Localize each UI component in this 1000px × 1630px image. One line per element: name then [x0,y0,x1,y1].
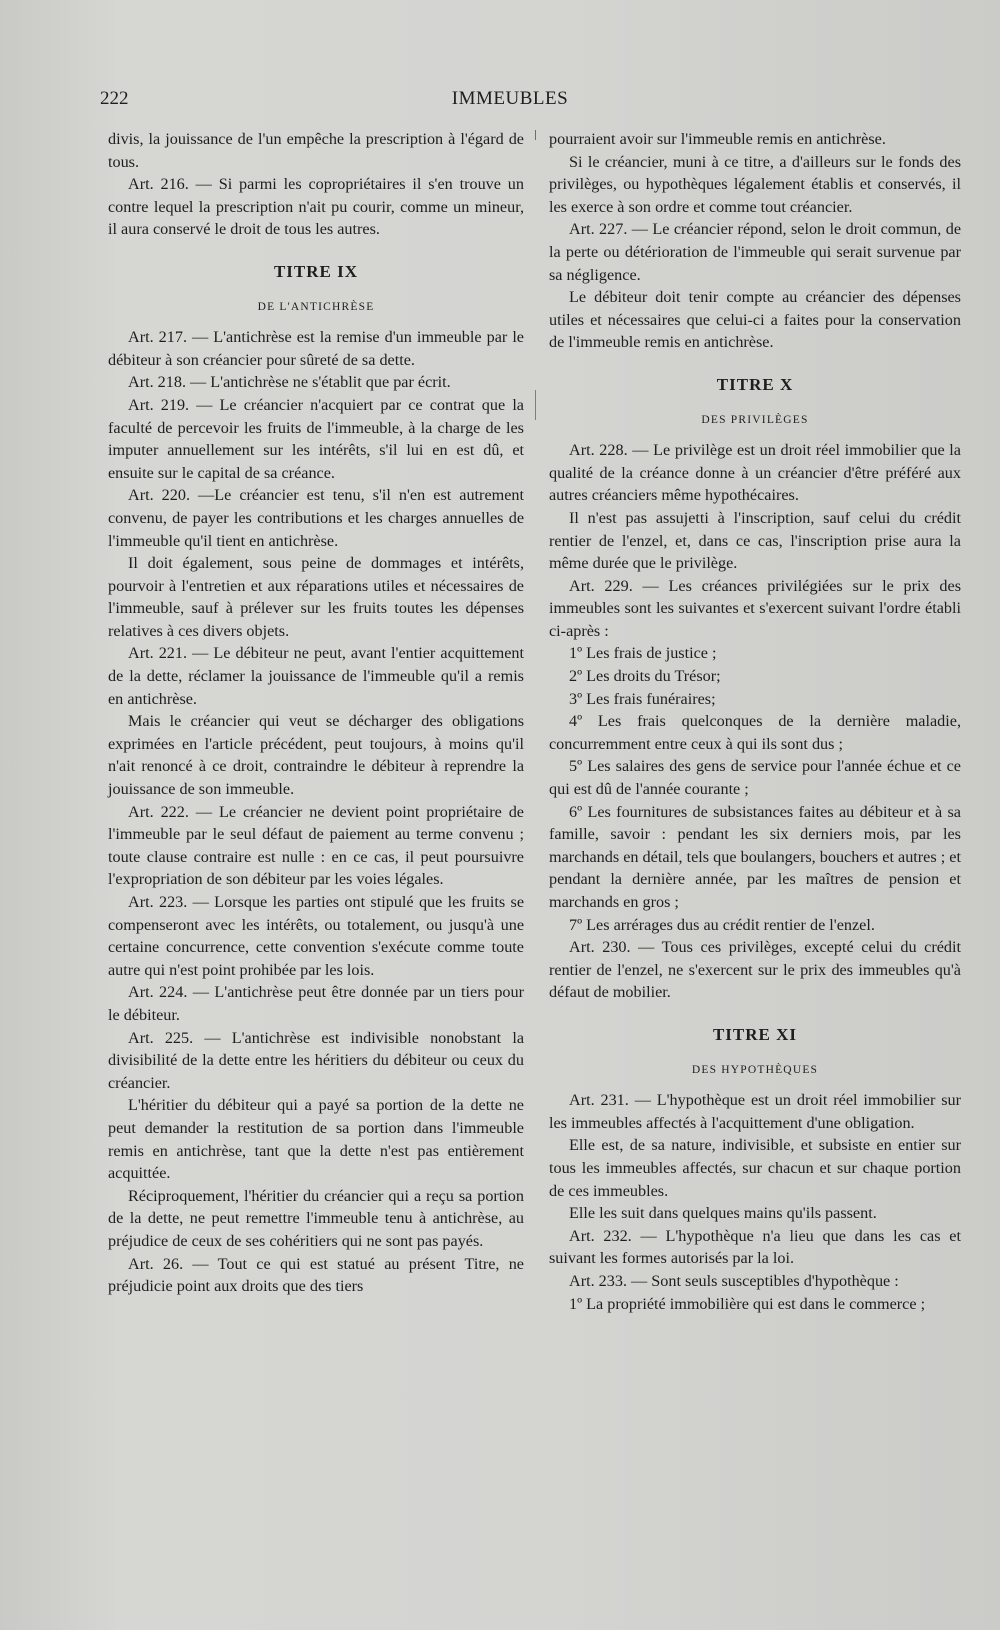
paragraph: Si le créancier, muni à ce titre, a d'ailleurs sur le fonds des privilèges, ou hypothèques légalement établis et conservés, il les exerce à son ordre et comme tout créancier. [549,152,961,216]
paragraph: Mais le créancier qui veut se décharger des obligations exprimées en l'article précédent, peut toujours, à moins qu'il n'ait renoncé à ce droit, contraindre le débiteur à reprendre la jouissance de son immeuble. [108,712,524,799]
paragraph: 1º La propriété immobilière qui est dans le commerce ; [569,1294,926,1313]
paragraph: Art. 217. — L'antichrèse est la remise d'un immeuble par le débiteur à son créancier pour sûreté de sa dette. [108,328,524,369]
paragraph: Art. 221. — Le débiteur ne peut, avant l'entier acquittement de la dette, réclamer la jouissance de l'immeuble qu'il a remis en antichrèse. [108,644,524,708]
paragraph: Art. 225. — L'antichrèse est indivisible nonobstant la divisibilité de la dette entre les héritiers du débiteur ou ceux du créancier. [108,1028,524,1092]
paragraph: Il n'est pas assujetti à l'inscription, sauf celui du crédit rentier de l'enzel, et, dans ce cas, l'inscription prise aura la même durée que le privilège. [549,508,961,573]
paragraph: Réciproquement, l'héritier du créancier qui a reçu sa portion de la dette, ne peut remettre l'immeuble tenu à antichrèse, au préjudice de ceux de ses cohéritiers qui ne sont pas payés. [108,1186,524,1250]
list-item: 3º Les frais funéraires; [569,689,716,708]
paragraph: Art. 216. — Si parmi les copropriétaires il s'en trouve un contre lequel la prescription n'ait pu courir, comme un mineur, il aura conservé le droit de tous les autres. [108,175,524,239]
paragraph: Art. 231. — L'hypothèque est un droit réel immobilier sur les immeubles affectés à l'acquittement d'une obligation. [549,1091,961,1132]
list-item: 7º Les arrérages dus au crédit rentier de l'enzel. [569,915,875,934]
page-number: 222 [100,88,129,109]
paragraph: Il doit également, sous peine de dommages et intérêts, pourvoir à l'entretien et aux réparations utiles et nécessaires de l'immeuble, sauf à prélever sur les fruits toutes les dépenses relatives à ces divers objets. [108,554,524,640]
list-item: 6º Les fournitures de subsistances faites au débiteur et à sa famille, savoir : pendant les six derniers mois, par les marchands en détail, tels que boulangers, bouchers et autres ; et pendant la dernière année, par les maîtres de pension et marchands en gros ; [549,802,961,911]
paragraph: Art. 223. — Lorsque les parties ont stipulé que les fruits se compenseront avec les intérêts, ou totalement, ou jusqu'à une certaine concurrence, cette convention s'exécute comme toute autre qui n'est point prohibée par les lois. [108,893,524,979]
paragraph: L'héritier du débiteur qui a payé sa portion de la dette ne peut demander la restitution de sa portion dans l'immeuble remis en antichrèse, tant que la dette n'est pas entièrement acquittée. [108,1096,524,1183]
paragraph: Art. 227. — Le créancier répond, selon le droit commun, de la perte ou détérioration de l'immeuble qui serait survenue par sa négligence. [549,220,961,284]
list-item: 1º Les frais de justice ; [569,644,717,663]
paragraph: Art. 220. —Le créancier est tenu, s'il n'en est autrement convenu, de payer les contributions et les charges annuelles de l'immeuble qu'il tient en antichrèse. [108,486,524,550]
section-subtitle: DES PRIVILÈGES [701,413,809,426]
list-item: 4º Les frais quelconques de la dernière maladie, concurremment entre ceux à qui ils sont dus ; [549,712,961,753]
paragraph: Art. 218. — L'antichrèse ne s'établit que par écrit. [128,373,451,392]
paragraph: divis, la jouissance de l'un empêche la prescription à l'égard de tous. [108,130,524,171]
paragraph: Art. 26. — Tout ce qui est statué au présent Titre, ne préjudicie point aux droits que des tiers [108,1254,524,1296]
page-header [100,88,920,118]
running-title: IMMEUBLES [451,88,569,109]
list-item: 2º Les droits du Trésor; [569,667,721,686]
paragraph: Art. 229. — Les créances privilégiées sur le prix des immeubles sont les suivantes et s'exercent suivant l'ordre établi ci-après : [549,576,961,640]
section-title: TITRE X [716,374,794,394]
column-divider [535,130,536,1550]
paragraph: pourraient avoir sur l'immeuble remis en antichrèse. [549,130,886,148]
right-column [549,128,961,1315]
paragraph: Art. 224. — L'antichrèse peut être donnée par un tiers pour le débiteur. [108,983,524,1024]
section-title: TITRE IX [273,261,359,281]
paragraph: Elle est, de sa nature, indivisible, et subsiste en entier sur tous les immeubles affectés, sur chacun et sur chaque portion de ces immeubles. [549,1136,961,1200]
paragraph: Art. 228. — Le privilège est un droit réel immobilier que la qualité de la créance donne à un créancier d'être préféré aux autres créanciers même hypothécaires. [549,441,961,505]
paragraph: Le débiteur doit tenir compte au créancier des dépenses utiles et nécessaires que celui-ci a faites pour la conservation de l'immeuble remis en antichrèse. [549,288,961,352]
list-item: 5º Les salaires des gens de service pour l'année échue et ce qui est dû de l'année courante ; [549,757,961,799]
paragraph: Art. 233. — Sont seuls susceptibles d'hypothèque : [569,1271,899,1290]
section-subtitle: DE L'ANTICHRÈSE [257,300,375,313]
paragraph: Art. 230. — Tous ces privilèges, excepté celui du crédit rentier de l'enzel, ne s'exercent sur le prix des immeubles qu'à défaut de mobilier. [549,938,961,1002]
section-subtitle: DES HYPOTHÈQUES [691,1063,819,1076]
paragraph: Art. 219. — Le créancier n'acquiert par ce contrat que la faculté de percevoir les fruits de l'immeuble, à la charge de les imputer annuellement sur les intérêts, s'il lui en est dû, et ensuite sur le capital de sa créance. [108,395,524,482]
section-title: TITRE XI [712,1024,798,1044]
paragraph: Art. 232. — L'hypothèque n'a lieu que dans les cas et suivant les formes autorisés par la loi. [549,1226,961,1268]
paragraph: Elle les suit dans quelques mains qu'ils passent. [569,1204,877,1223]
left-column [108,128,524,1298]
paragraph: Art. 222. — Le créancier ne devient point propriétaire de l'immeuble par le seul défaut de paiement au terme convenu ; toute clause contraire est nulle : en ce cas, il peut poursuivre l'expropriation de son débiteur par les voies légales. [108,802,524,889]
